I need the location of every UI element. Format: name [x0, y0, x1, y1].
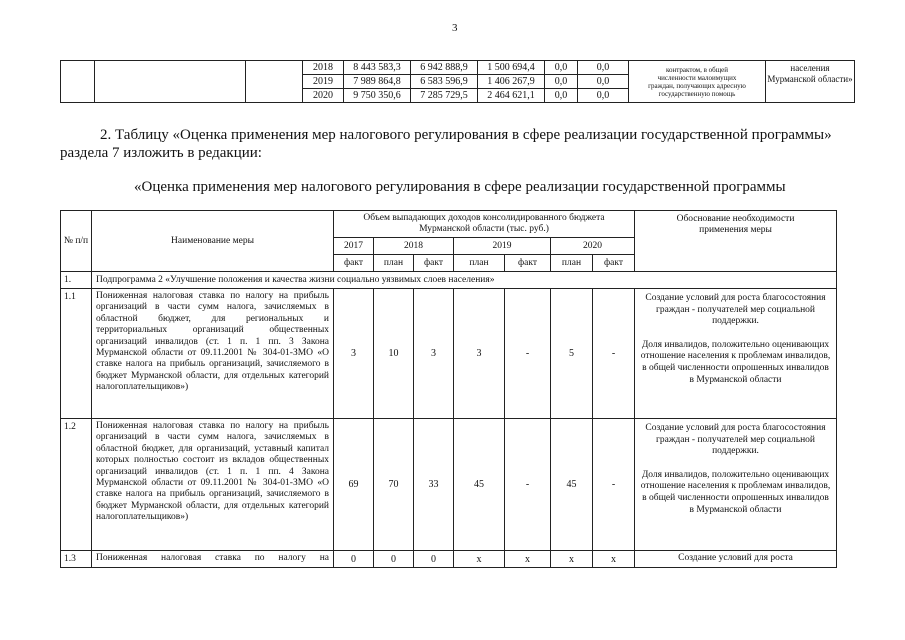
value-cell: -	[593, 419, 635, 551]
justification-goal: Создание условий для роста благосостояния граждан - получателей мер социальной поддержки.	[645, 293, 826, 327]
value-cell: -	[505, 419, 551, 551]
justification-indicator: Доля инвалидов, положительно оценивающих отношение населения к проблемам инвалидов, в общей численности опрошенных инвалидов в Мурманской области	[640, 469, 831, 515]
year-cell: 2019	[303, 75, 344, 89]
continued-table	[60, 60, 855, 103]
value-cell: -	[505, 289, 551, 419]
value-cell: 69	[334, 419, 374, 551]
value-cell: 33	[414, 419, 454, 551]
value-cell: 0	[334, 551, 374, 568]
value-cell: 8 443 583,3	[344, 61, 411, 75]
tax-measures-table	[60, 210, 837, 568]
value-cell: 0	[374, 551, 414, 568]
value-cell: 1 406 267,9	[478, 75, 545, 89]
empty-cell	[246, 61, 303, 103]
region-line: населения	[790, 63, 830, 73]
value-cell: 3	[334, 289, 374, 419]
value-cell: 0,0	[578, 89, 629, 103]
plan-header: план	[454, 255, 505, 272]
year-header: 2020	[551, 238, 635, 255]
subprogram-title: Подпрограмма 2 «Улучшение положения и качества жизни социально уязвимых слоев населения»	[92, 272, 837, 289]
measure-name: Пониженная налоговая ставка по налогу на прибыль организаций в части сумм налога, зачисляемых в областной бюджет, для региональных и территориальных организаций общественных организаций инвалидов (ст. 1 п. 1 пп. 3 Закона Мурманской области от 09.11.2001 № 304-01-ЗМО «О ставке налога на прибыль организаций, зачисляемого в бюджет Мурманской области, для отдельных категорий налогоплательщиков»)	[92, 289, 334, 419]
indicator-line: численности малоимущих	[657, 73, 737, 82]
justification-cell	[635, 289, 837, 419]
table-row	[61, 419, 837, 551]
value-cell: 3	[414, 289, 454, 419]
value-cell: 10	[374, 289, 414, 419]
value-cell: 0,0	[545, 75, 578, 89]
value-cell: x	[454, 551, 505, 568]
value-cell: 0,0	[578, 61, 629, 75]
value-cell: 0,0	[545, 61, 578, 75]
subprogram-num: 1.	[61, 272, 92, 289]
table-row	[61, 289, 837, 419]
year-cell: 2020	[303, 89, 344, 103]
value-cell: 45	[454, 419, 505, 551]
instruction-text-cont: раздела 7 изложить в редакции:	[60, 145, 262, 161]
value-cell: 2 464 621,1	[478, 89, 545, 103]
year-header: 2018	[374, 238, 454, 255]
indicator-cell	[629, 61, 766, 103]
table-title: «Оценка применения мер налогового регулирования в сфере реализации государственной программы	[134, 179, 786, 195]
instruction-text: 2. Таблицу «Оценка применения мер налогового регулирования в сфере реализации государственной программы»	[100, 127, 832, 143]
value-cell: x	[505, 551, 551, 568]
indicator-line: контрактом, в общей	[666, 65, 728, 74]
measure-name: Пониженная налоговая ставка по налогу на	[92, 551, 334, 568]
value-cell: 1 500 694,4	[478, 61, 545, 75]
value-cell: -	[593, 289, 635, 419]
value-cell: 5	[551, 289, 593, 419]
year-header: 2019	[454, 238, 551, 255]
value-cell: 6 942 888,9	[411, 61, 478, 75]
justification-cell	[635, 551, 837, 568]
fact-header: факт	[593, 255, 635, 272]
table-row	[61, 551, 837, 568]
value-cell: 7 989 864,8	[344, 75, 411, 89]
year-cell: 2018	[303, 61, 344, 75]
header-row	[61, 211, 837, 238]
indicator-line: государственную помощь	[658, 89, 736, 98]
plan-header: план	[374, 255, 414, 272]
justification-header: Обоснование необходимости применения меры	[635, 211, 837, 272]
value-cell: 9 750 350,6	[344, 89, 411, 103]
volume-header: Объем выпадающих доходов консолидированного бюджета Мурманской области (тыс. руб.)	[334, 211, 635, 238]
value-cell: x	[593, 551, 635, 568]
value-cell: 6 583 596,9	[411, 75, 478, 89]
measure-name: Пониженная налоговая ставка по налогу на прибыль организаций в части сумм налога, зачисляемых в областной бюджет, для организаций, уставный капитал которых полностью состоит из вкладов общественных организаций инвалидов (ст. 1 п. 1 пп. 4 Закона Мурманской области от 09.11.2001 № 304-01-ЗМО «О ставке налога на прибыль организаций, зачисляемого в бюджет Мурманской области, для отдельных категорий налогоплательщиков»)	[92, 419, 334, 551]
fact-header: факт	[505, 255, 551, 272]
plan-header: план	[551, 255, 593, 272]
value-cell: 0,0	[578, 75, 629, 89]
page-number: 3	[452, 22, 458, 34]
empty-cell	[95, 61, 246, 103]
value-cell: 0	[414, 551, 454, 568]
value-cell: 45	[551, 419, 593, 551]
justification-cell	[635, 419, 837, 551]
subprogram-row	[61, 272, 837, 289]
fact-header: факт	[334, 255, 374, 272]
num-header: № п/п	[61, 211, 92, 272]
year-header: 2017	[334, 238, 374, 255]
name-header: Наименование меры	[92, 211, 334, 272]
empty-cell	[61, 61, 95, 103]
row-num: 1.3	[61, 551, 92, 568]
justification-indicator: Доля инвалидов, положительно оценивающих отношение населения к проблемам инвалидов, в общей численности опрошенных инвалидов в Мурманской области	[640, 339, 831, 385]
justification-goal: Создание условий для роста	[678, 553, 793, 563]
value-cell: x	[551, 551, 593, 568]
value-cell: 70	[374, 419, 414, 551]
fact-header: факт	[414, 255, 454, 272]
value-cell: 3	[454, 289, 505, 419]
table-row	[61, 61, 855, 75]
indicator-line: граждан, получающих адресную	[648, 81, 746, 90]
region-cell	[766, 61, 855, 103]
region-line: Мурманской области»	[767, 74, 853, 84]
justification-goal: Создание условий для роста благосостояния граждан - получателей мер социальной поддержки.	[645, 423, 826, 457]
value-cell: 7 285 729,5	[411, 89, 478, 103]
row-num: 1.1	[61, 289, 92, 419]
row-num: 1.2	[61, 419, 92, 551]
value-cell: 0,0	[545, 89, 578, 103]
